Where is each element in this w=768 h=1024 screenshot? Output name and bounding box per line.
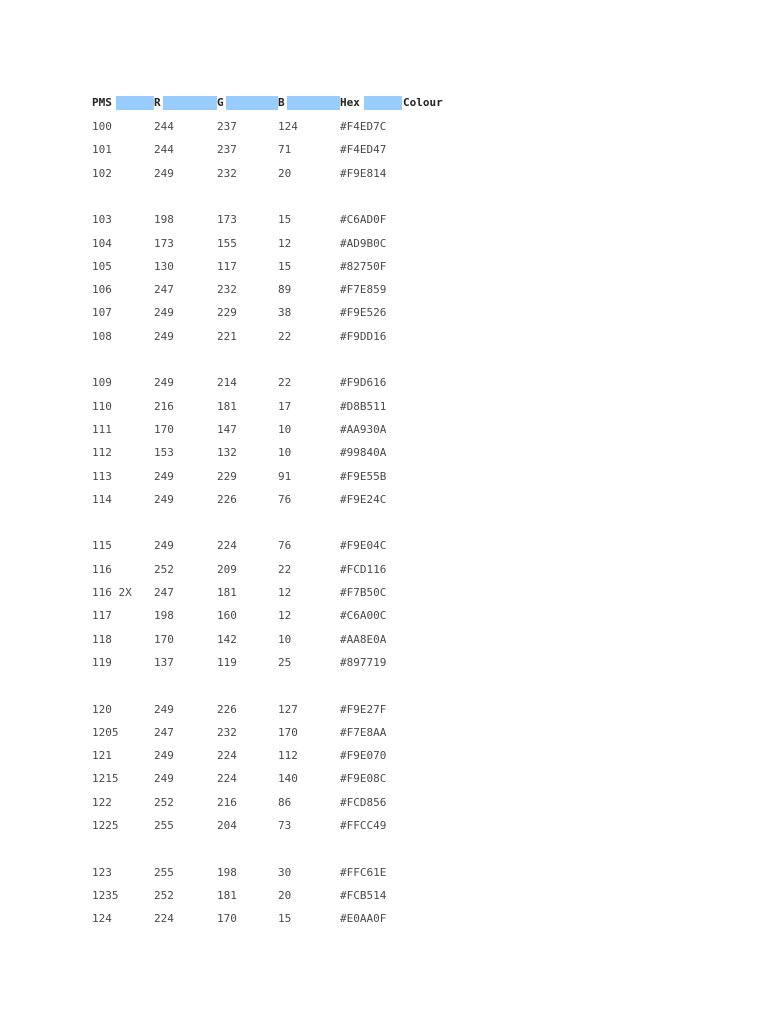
blue-value: 73 xyxy=(278,819,292,832)
green-value: 155 xyxy=(217,236,237,250)
table-row xyxy=(0,608,768,624)
pms-code: 121 xyxy=(92,749,112,763)
table-row xyxy=(0,748,768,764)
blue-value: 127 xyxy=(278,702,298,716)
red-value: 198 xyxy=(154,213,174,227)
header-highlight xyxy=(116,96,154,110)
table-row xyxy=(0,212,768,228)
table-row xyxy=(0,888,768,904)
pms-code: 1225 xyxy=(92,819,119,832)
table-row xyxy=(0,632,768,648)
pms-code: 111 xyxy=(92,422,112,436)
pms-code: 109 xyxy=(92,376,112,390)
hex-value: #F9E526 xyxy=(340,306,387,320)
pms-code: 107 xyxy=(92,306,112,320)
header-g: G xyxy=(217,96,224,109)
green-value: 147 xyxy=(217,422,237,436)
pms-code: 116 2X xyxy=(92,586,132,599)
table-row xyxy=(0,492,768,508)
green-value: 198 xyxy=(217,865,237,879)
pms-code: 124 xyxy=(92,912,112,926)
pms-code: 103 xyxy=(92,213,112,227)
header-highlight xyxy=(163,96,217,110)
header-pms: PMS xyxy=(92,96,112,109)
green-value: 160 xyxy=(217,609,237,623)
table-row xyxy=(0,305,768,321)
hex-value: #F7E8AA xyxy=(340,725,387,739)
table-row xyxy=(0,818,768,834)
green-value: 173 xyxy=(217,213,237,227)
red-value: 130 xyxy=(154,259,174,273)
blue-value: 30 xyxy=(278,865,292,879)
hex-value: #FFC61E xyxy=(340,865,387,879)
blue-value: 15 xyxy=(278,213,292,227)
hex-value: #FFCC49 xyxy=(340,819,387,832)
red-value: 252 xyxy=(154,562,174,576)
green-value: 181 xyxy=(217,586,237,599)
blue-value: 10 xyxy=(278,446,292,460)
table-row xyxy=(0,469,768,485)
red-value: 153 xyxy=(154,446,174,460)
red-value: 173 xyxy=(154,236,174,250)
green-value: 229 xyxy=(217,469,237,483)
hex-value: #F9E04C xyxy=(340,539,387,553)
green-value: 216 xyxy=(217,795,237,809)
pms-code: 113 xyxy=(92,469,112,483)
red-value: 224 xyxy=(154,912,174,926)
table-row xyxy=(0,259,768,275)
table-row xyxy=(0,562,768,578)
hex-value: #99840A xyxy=(340,446,387,460)
table-row xyxy=(0,329,768,345)
table-row xyxy=(0,585,768,601)
blue-value: 71 xyxy=(278,143,292,157)
hex-value: #897719 xyxy=(340,655,387,669)
red-value: 249 xyxy=(154,306,174,320)
pms-code: 123 xyxy=(92,865,112,879)
hex-value: #C6AD0F xyxy=(340,213,387,227)
pms-code: 117 xyxy=(92,609,112,623)
hex-value: #F9E070 xyxy=(340,749,387,763)
pms-code: 118 xyxy=(92,632,112,646)
green-value: 226 xyxy=(217,492,237,506)
hex-value: #E0AA0F xyxy=(340,912,387,926)
header-b: B xyxy=(278,96,285,109)
hex-value: #AA930A xyxy=(340,422,387,436)
green-value: 181 xyxy=(217,399,237,413)
red-value: 198 xyxy=(154,609,174,623)
green-value: 237 xyxy=(217,143,237,157)
hex-value: #F4ED7C xyxy=(340,120,387,133)
pms-code: 1235 xyxy=(92,888,119,902)
hex-value: #F4ED47 xyxy=(340,143,387,157)
header-highlight xyxy=(226,96,278,110)
red-value: 137 xyxy=(154,655,174,669)
red-value: 170 xyxy=(154,632,174,646)
blue-value: 22 xyxy=(278,329,292,343)
pms-code: 101 xyxy=(92,143,112,157)
pms-code: 114 xyxy=(92,492,112,506)
red-value: 247 xyxy=(154,586,174,599)
red-value: 249 xyxy=(154,539,174,553)
blue-value: 20 xyxy=(278,888,292,902)
table-row xyxy=(0,422,768,438)
hex-value: #AD9B0C xyxy=(340,236,387,250)
green-value: 132 xyxy=(217,446,237,460)
blue-value: 140 xyxy=(278,772,298,786)
table-row xyxy=(0,911,768,927)
red-value: 244 xyxy=(154,120,174,133)
pms-code: 1205 xyxy=(92,725,119,739)
table-header xyxy=(92,96,472,110)
blue-value: 15 xyxy=(278,259,292,273)
header-highlight xyxy=(287,96,340,110)
red-value: 244 xyxy=(154,143,174,157)
green-value: 224 xyxy=(217,749,237,763)
hex-value: #D8B511 xyxy=(340,399,387,413)
blue-value: 17 xyxy=(278,399,292,413)
red-value: 252 xyxy=(154,888,174,902)
hex-value: #F9E08C xyxy=(340,772,387,786)
green-value: 226 xyxy=(217,702,237,716)
hex-value: #FCD856 xyxy=(340,795,387,809)
hex-value: #F7B50C xyxy=(340,586,387,599)
green-value: 181 xyxy=(217,888,237,902)
table-row xyxy=(0,166,768,182)
table-row xyxy=(0,282,768,298)
pms-code: 116 xyxy=(92,562,112,576)
red-value: 252 xyxy=(154,795,174,809)
hex-value: #FCD116 xyxy=(340,562,387,576)
pms-code: 1215 xyxy=(92,772,119,786)
pms-code: 102 xyxy=(92,166,112,180)
blue-value: 12 xyxy=(278,586,292,599)
blue-value: 15 xyxy=(278,912,292,926)
hex-value: #AA8E0A xyxy=(340,632,387,646)
green-value: 117 xyxy=(217,259,237,273)
red-value: 255 xyxy=(154,819,174,832)
table-row xyxy=(0,119,768,135)
blue-value: 22 xyxy=(278,376,292,390)
blue-value: 86 xyxy=(278,795,292,809)
red-value: 255 xyxy=(154,865,174,879)
red-value: 247 xyxy=(154,725,174,739)
hex-value: #C6A00C xyxy=(340,609,387,623)
green-value: 229 xyxy=(217,306,237,320)
blue-value: 10 xyxy=(278,632,292,646)
pms-code: 115 xyxy=(92,539,112,553)
table-row xyxy=(0,865,768,881)
pms-code: 108 xyxy=(92,329,112,343)
green-value: 119 xyxy=(217,655,237,669)
header-hex: Hex xyxy=(340,96,360,109)
blue-value: 20 xyxy=(278,166,292,180)
blue-value: 38 xyxy=(278,306,292,320)
green-value: 224 xyxy=(217,772,237,786)
pms-code: 105 xyxy=(92,259,112,273)
pms-code: 110 xyxy=(92,399,112,413)
header-r: R xyxy=(154,96,161,109)
green-value: 142 xyxy=(217,632,237,646)
blue-value: 10 xyxy=(278,422,292,436)
table-row xyxy=(0,702,768,718)
green-value: 204 xyxy=(217,819,237,832)
hex-value: #F9E24C xyxy=(340,492,387,506)
pms-code: 122 xyxy=(92,795,112,809)
hex-value: #F9D616 xyxy=(340,376,387,390)
red-value: 249 xyxy=(154,702,174,716)
hex-value: #F9E27F xyxy=(340,702,387,716)
green-value: 237 xyxy=(217,120,237,133)
header-highlight xyxy=(364,96,402,110)
table-row xyxy=(0,655,768,671)
blue-value: 12 xyxy=(278,609,292,623)
blue-value: 112 xyxy=(278,749,298,763)
red-value: 170 xyxy=(154,422,174,436)
blue-value: 76 xyxy=(278,539,292,553)
table-row xyxy=(0,375,768,391)
blue-value: 12 xyxy=(278,236,292,250)
header-colour: Colour xyxy=(403,96,443,109)
blue-value: 170 xyxy=(278,725,298,739)
table-row xyxy=(0,771,768,787)
red-value: 249 xyxy=(154,376,174,390)
pms-code: 104 xyxy=(92,236,112,250)
pms-code: 120 xyxy=(92,702,112,716)
table-row xyxy=(0,795,768,811)
red-value: 249 xyxy=(154,469,174,483)
blue-value: 91 xyxy=(278,469,292,483)
pms-code: 119 xyxy=(92,655,112,669)
pms-code: 100 xyxy=(92,120,112,133)
hex-value: #F9E814 xyxy=(340,166,387,180)
table-row xyxy=(0,445,768,461)
green-value: 170 xyxy=(217,912,237,926)
blue-value: 25 xyxy=(278,655,292,669)
red-value: 249 xyxy=(154,329,174,343)
table-row xyxy=(0,142,768,158)
blue-value: 124 xyxy=(278,120,298,133)
green-value: 232 xyxy=(217,283,237,297)
hex-value: #F9DD16 xyxy=(340,329,387,343)
table-row xyxy=(0,236,768,252)
red-value: 249 xyxy=(154,772,174,786)
blue-value: 22 xyxy=(278,562,292,576)
green-value: 209 xyxy=(217,562,237,576)
red-value: 249 xyxy=(154,166,174,180)
pms-code: 112 xyxy=(92,446,112,460)
red-value: 249 xyxy=(154,492,174,506)
blue-value: 76 xyxy=(278,492,292,506)
hex-value: #FCB514 xyxy=(340,888,387,902)
green-value: 232 xyxy=(217,166,237,180)
green-value: 224 xyxy=(217,539,237,553)
hex-value: #F9E55B xyxy=(340,469,387,483)
table-row xyxy=(0,538,768,554)
green-value: 232 xyxy=(217,725,237,739)
green-value: 221 xyxy=(217,329,237,343)
table-row xyxy=(0,725,768,741)
hex-value: #F7E859 xyxy=(340,283,387,297)
red-value: 249 xyxy=(154,749,174,763)
green-value: 214 xyxy=(217,376,237,390)
red-value: 247 xyxy=(154,283,174,297)
table-row xyxy=(0,399,768,415)
blue-value: 89 xyxy=(278,283,292,297)
hex-value: #82750F xyxy=(340,259,387,273)
red-value: 216 xyxy=(154,399,174,413)
pms-code: 106 xyxy=(92,283,112,297)
